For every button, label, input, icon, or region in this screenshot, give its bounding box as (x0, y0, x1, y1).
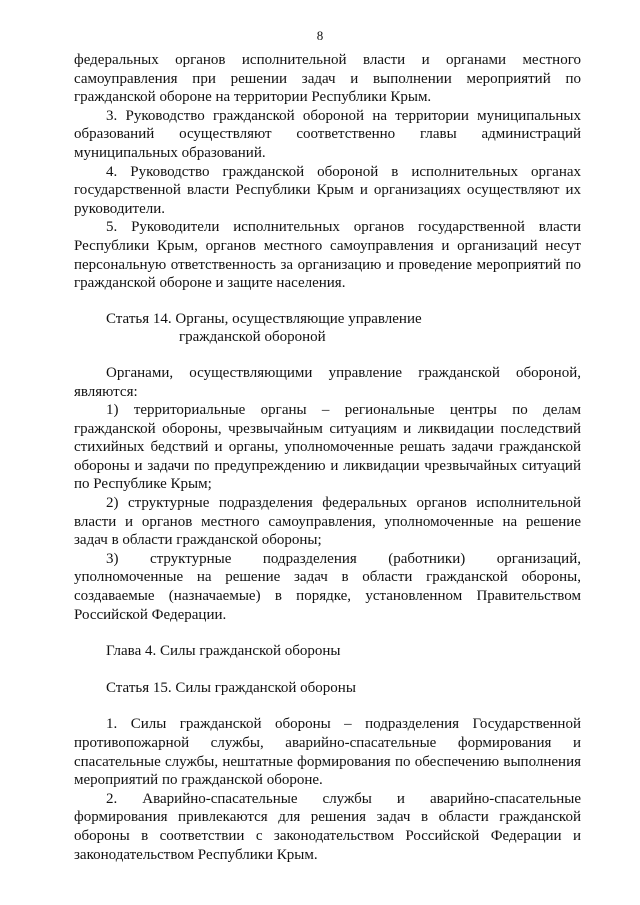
paragraph-3: 3. Руководство гражданской обороной на территории муниципальных образований осуществляют соответственно главы администраций муниципальных образований. (74, 107, 581, 161)
paragraph-5: 5. Руководители исполнительных органов государственной власти Республики Крым, органов местного самоуправления и организаций несут персональную ответственность за организацию и проведение мероприятий по гражданской обороне и защите населения. (74, 219, 581, 292)
paragraph-continuation: федеральных органов исполнительной власти и органами местного самоуправления при решении задач и выполнении мероприятий по гражданской обороне на территории Республики Крым. (74, 52, 581, 106)
paragraph-4: 4. Руководство гражданской обороной в исполнительных органах государственной власти Республики Крым и организациях осуществляют их руководители. (74, 163, 581, 217)
article-14-item-2: 2) структурные подразделения федеральных органов исполнительной власти и органов местного самоуправления, уполномоченные на решение задач в области гражданской обороны; (74, 495, 581, 549)
article-14-title (74, 310, 581, 347)
article-15-item-1: 1. Силы гражданской обороны – подразделения Государственной противопожарной службы, аварийно-спасательные формирования и спасательные службы, нештатные формирования по обеспечению выполнения мероприятий по гражданской обороне. (74, 716, 581, 789)
article-14-intro: Органами, осуществляющими управление гражданской обороной, являются: (74, 364, 581, 400)
article-14-item-3: 3) структурные подразделения (работники) организаций, уполномоченные на решение задач в области гражданской обороны, создаваемые (назначаемые) в порядке, установленном Правительством Российской Федерации. (74, 550, 581, 623)
chapter-4-title: Глава 4. Силы гражданской обороны (106, 643, 341, 660)
article-15-item-2: 2. Аварийно-спасательные службы и аварийно-спасательные формирования привлекаются для решения задач в области гражданской обороны в соответствии с законодательством Российской Федерации и законодательством Республики Крым. (74, 790, 581, 863)
article-14-title-line2: гражданской обороной (179, 329, 326, 346)
page-number: 8 (316, 28, 324, 43)
document-body (74, 51, 581, 864)
article-14-item-1: 1) территориальные органы – региональные центры по делам гражданской обороны, чрезвычайным ситуациям и ликвидации последствий стихийных бедствий и органы, уполномоченные решать задачи гражданской обороны и задачи по предупреждению и ликвидации чрезвычайных ситуаций по Республике Крым; (74, 402, 581, 493)
article-15-title: Статья 15. Силы гражданской обороны (106, 679, 356, 696)
article-14-title-line1: Статья 14. Органы, осуществляющие управление (106, 310, 422, 327)
